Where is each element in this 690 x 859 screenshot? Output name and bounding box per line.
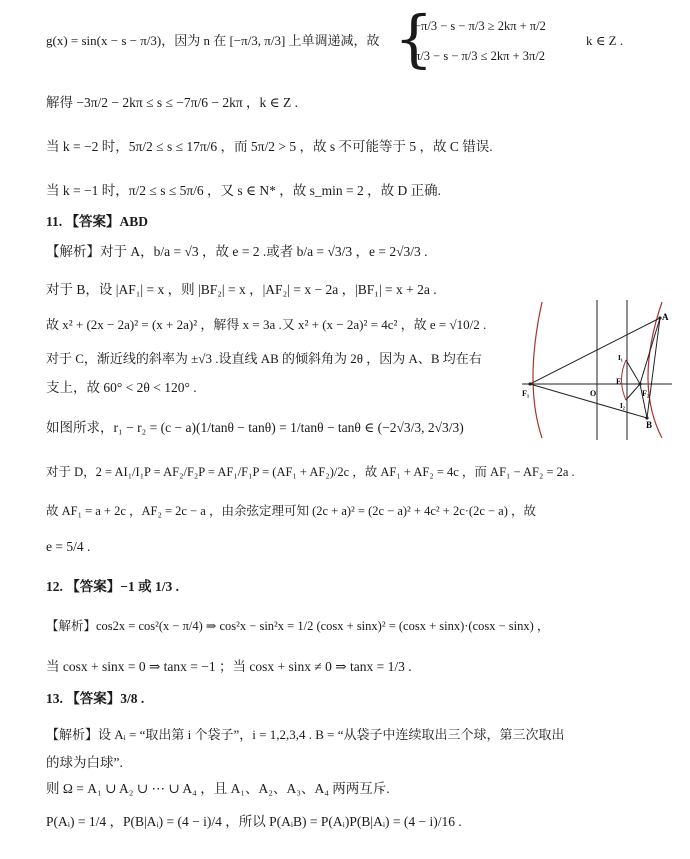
q12-cases: 当 cosx + sinx = 0 ⇒ tanx = −1 ；当 cosx + sinx ≠ 0 ⇒ tanx = 1/3 . bbox=[46, 659, 412, 674]
q13-step3: 则 Ω = A₁ ∪ A₂ ∪ ⋯ ∪ A₄ ，且 A₁、A₂、A₃、A₄ 两两互斥. bbox=[46, 781, 390, 796]
q11-answer: 11. 【答案】ABD bbox=[46, 214, 149, 229]
q11-part-d2: 故 AF₁ = a + 2c ，AF₂ = 2c − a ，由余弦定理可知 (2c + a)² = (2c − a)² + 4c² + 2c·(2c − a) ，故 bbox=[46, 504, 537, 518]
line-f1-a bbox=[530, 318, 660, 384]
solve-line: 解得 −3π/2 − 2kπ ≤ s ≤ −7π/6 − 2kπ ，k ∈ Z . bbox=[46, 95, 299, 110]
hyperbola-figure bbox=[522, 300, 672, 440]
q13-step4: P(Aᵢ) = 1/4 ，P(B|Aᵢ) = (4 − i)/4 ，所以 P(AᵢB) = P(Aᵢ)P(B|Aᵢ) = (4 − i)/16 . bbox=[46, 814, 462, 829]
q11-part-d1: 对于 D，2 = AI₁/I₁P = AF₂/F₂P = AF₁/F₁P = (AF₁ + AF₂)/2c ，故 AF₁ + AF₂ = 4c ，而 AF₁ − AF₂ = 2a . bbox=[46, 465, 575, 479]
label-a: A bbox=[662, 312, 669, 322]
label-i1: I₁ bbox=[618, 354, 623, 362]
q12-solution: 【解析】cos2x = cos²(x − π/4) ⇒ cos²x − sin²x = 1/2 (cosx + sinx)² = (cosx + sinx)·(cosx − sinx) ， bbox=[46, 619, 550, 633]
point-f1 bbox=[528, 382, 531, 385]
q13-answer: 13. 【答案】3/8 . bbox=[46, 691, 145, 706]
line-f1-b bbox=[530, 384, 647, 418]
line-a-f2 bbox=[640, 318, 660, 384]
arc-e bbox=[622, 360, 627, 400]
hyperbola-diagram bbox=[522, 300, 672, 440]
q11-part-b1: 对于 B，设 |AF₁| = x ，则 |BF₂| = x ，|AF₂| = x − 2a ，|BF₁| = x + 2a . bbox=[46, 282, 437, 297]
line-i2-f2 bbox=[626, 384, 640, 400]
system-top: −π/3 − s − π/3 ≥ 2kπ + π/2 bbox=[414, 19, 546, 33]
label-i2: I₂ bbox=[620, 402, 625, 410]
label-f2: F₂ bbox=[642, 389, 650, 398]
q11-part-b2: 故 x² + (2x − 2a)² = (x + 2a)² ，解得 x = 3a .又 x² + (x − 2a)² = 4c² ，故 e = √10/2 . bbox=[46, 317, 487, 332]
label-o: O bbox=[590, 389, 597, 398]
line-i1-f2 bbox=[626, 360, 640, 384]
system-brace: { bbox=[394, 2, 434, 75]
q11-part-d3: e = 5/4 . bbox=[46, 539, 91, 554]
point-f2 bbox=[638, 382, 641, 385]
q11-part-c2: 支上，故 60° < 2θ < 120° . bbox=[46, 380, 197, 395]
label-b: B bbox=[646, 420, 653, 430]
q13-step2: 的球为白球”. bbox=[46, 755, 123, 770]
system-bottom: π/3 − s − π/3 ≤ 2kπ + 3π/2 bbox=[414, 49, 546, 63]
left-branch bbox=[533, 302, 542, 438]
k-neg2-line: 当 k = −2 时，5π/2 ≤ s ≤ 17π/6 ，而 5π/2 > 5 ，故 s 不可能等于 5 ，故 C 错误. bbox=[46, 139, 493, 154]
q11-part-c3: 如图所求，r₁ − r₂ = (c − a)(1/tanθ − tanθ) = 1/tanθ − tanθ ∈ (−2√3/3, 2√3/3) bbox=[46, 420, 464, 435]
label-f1: F₁ bbox=[522, 389, 530, 398]
system-k: k ∈ Z . bbox=[586, 33, 624, 48]
q11-part-c1: 对于 C，渐近线的斜率为 ±√3 .设直线 AB 的倾斜角为 2θ ，因为 A、B 均在右 bbox=[46, 351, 482, 366]
g-def-text: g(x) = sin(x − s − π/3)，因为 n 在 [−π/3, π/3] 上单调递减，故 bbox=[46, 33, 380, 48]
label-e: E bbox=[616, 377, 622, 386]
k-neg1-line: 当 k = −1 时，π/2 ≤ s ≤ 5π/6 ，又 s ∈ N* ，故 s_min = 2 ，故 D 正确. bbox=[46, 183, 442, 198]
q13-step1: 【解析】设 Aᵢ = “取出第 i 个袋子”，i = 1,2,3,4 . B = “从袋子中连续取出三个球，第三次取出 bbox=[46, 727, 565, 742]
q11-part-a: 【解析】对于 A，b/a = √3 ，故 e = 2 .或者 b/a = √3/3 ，e = 2√3/3 . bbox=[46, 244, 428, 259]
q12-answer: 12. 【答案】−1 或 1/3 . bbox=[46, 579, 179, 594]
